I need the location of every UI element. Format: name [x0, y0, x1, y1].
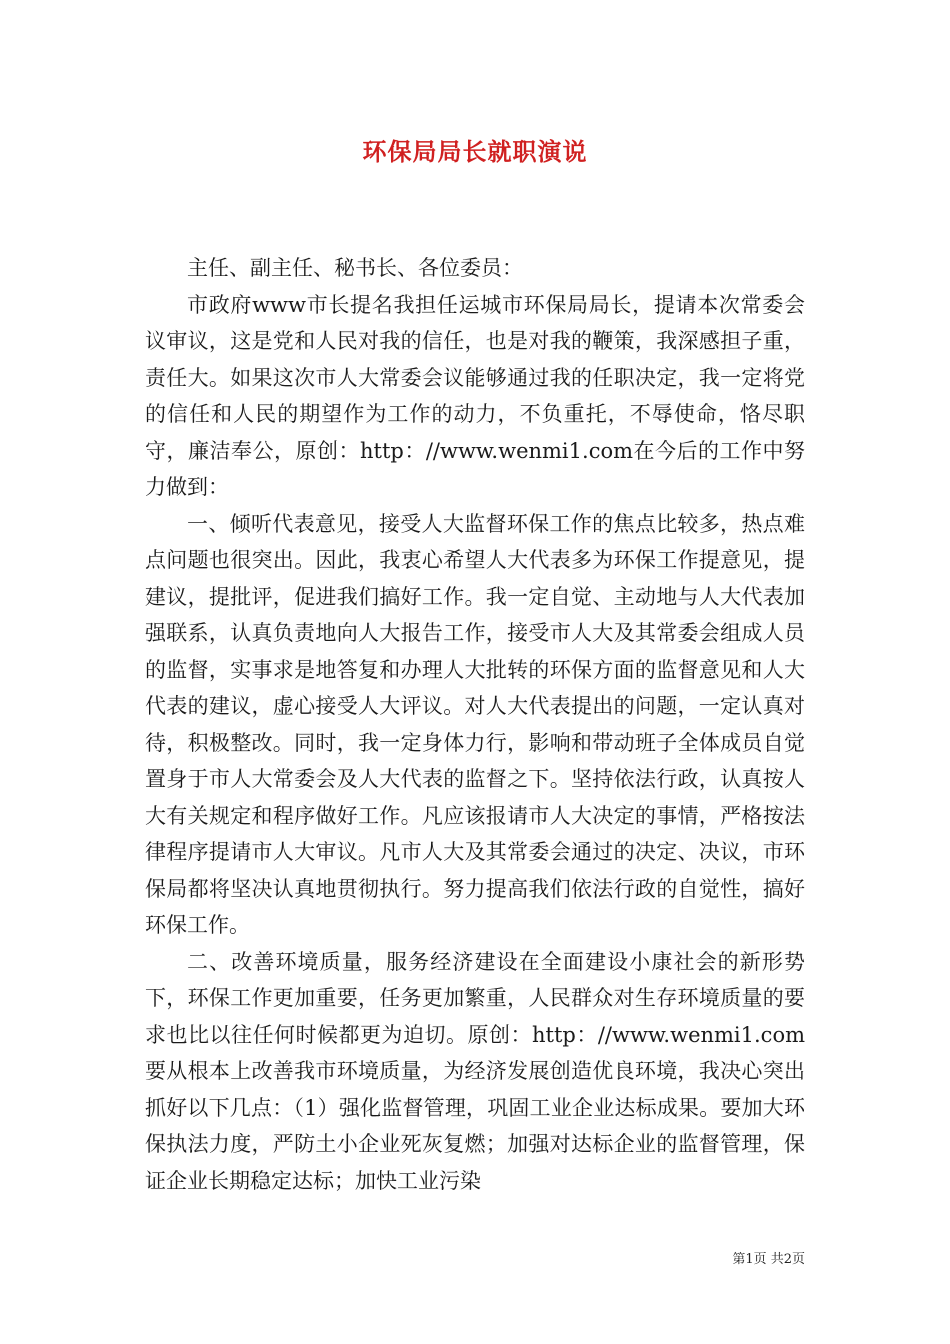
document-body: [145, 250, 805, 1199]
paragraph-point-two: 二、改善环境质量，服务经济建设在全面建设小康社会的新形势下，环保工作更加重要，任务更加繁重，人民群众对生存环境质量的要求也比以往任何时候都更为迫切。原创：http：//www.wenmi1.com要从根本上改善我市环境质量，为经济发展创造优良环境，我决心突出抓好以下几点：（1）强化监督管理，巩固工业企业达标成果。要加大环保执法力度，严防土小企业死灰复燃；加强对达标企业的监督管理，保证企业长期稳定达标；加快工业污染: [145, 949, 805, 1193]
page-number: 第1页 共2页: [732, 1252, 805, 1267]
salutation: 主任、副主任、秘书长、各位委员：: [187, 256, 523, 280]
document-title: 环保局局长就职演说: [362, 137, 588, 166]
paragraph-intro: 市政府www市长提名我担任运城市环保局局长，提请本次常委会议审议，这是党和人民对我的信任，也是对我的鞭策，我深感担子重，责任大。如果这次市人大常委会议能够通过我的任职决定，我一定将党的信任和人民的期望作为工作的动力，不负重托，不辱使命，恪尽职守，廉洁奉公，原创：http：//www.wenmi1.com在今后的工作中努力做到：: [145, 292, 805, 499]
paragraph-point-one: 一、倾听代表意见，接受人大监督环保工作的焦点比较多，热点难点问题也很突出。因此，我衷心希望人大代表多为环保工作提意见，提建议，提批评，促进我们搞好工作。我一定自觉、主动地与人大代表加强联系，认真负责地向人大报告工作，接受市人大及其常委会组成人员的监督，实事求是地答复和办理人大批转的环保方面的监督意见和人大代表的建议，虚心接受人大评议。对人大代表提出的问题，一定认真对待，积极整改。同时，我一定身体力行，影响和带动班子全体成员自觉置身于市人大常委会及人大代表的监督之下。坚持依法行政，认真按人大有关规定和程序做好工作。凡应该报请市人大决定的事情，严格按法律程序提请市人大审议。凡市人大及其常委会通过的决定、决议，市环保局都将坚决认真地贯彻执行。努力提高我们依法行政的自觉性，搞好环保工作。: [145, 511, 805, 937]
